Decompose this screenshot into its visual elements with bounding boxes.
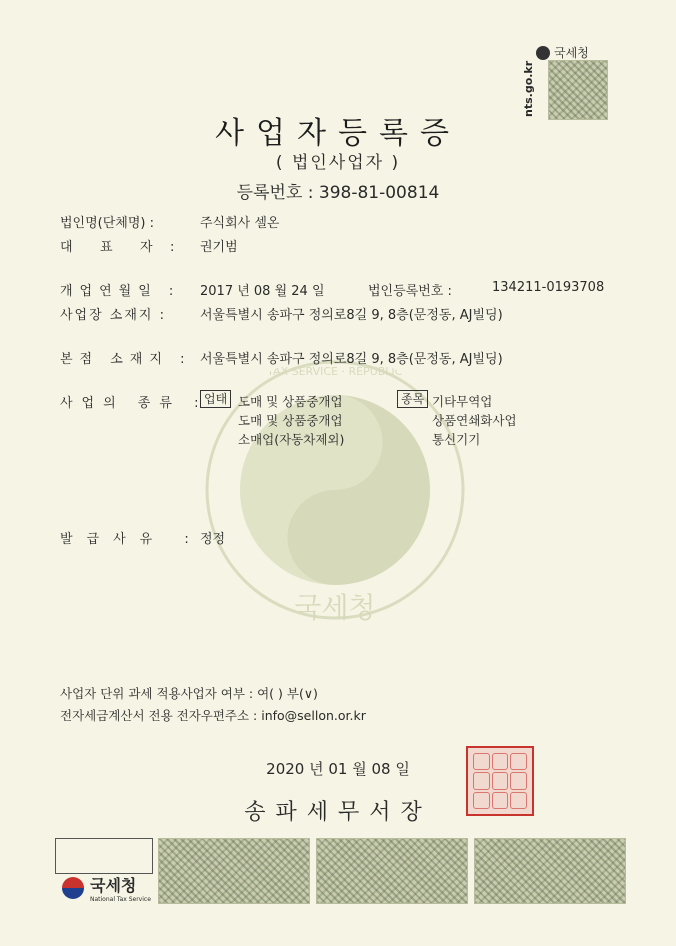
issue-date: 2020 년 01 월 08 일 [266,760,410,778]
security-pattern-3 [474,838,626,904]
business-loc-label: 사업장 소재지 : [60,308,166,323]
watermark-ring-text: NATIONAL TAX SERVICE · REPUBLIC OF KOREA [208,365,462,378]
item-3: 통신기기 [432,432,481,447]
security-pattern-1 [158,838,310,904]
issue-reason-value: 정정 [200,532,226,547]
unit-tax-line: 사업자 단위 과세 적용사업자 여부 : 여( ) 부(∨) [60,686,318,701]
email-line: 전자세금계산서 전용 전자우편주소 : info@sellon.or.kr [60,708,366,723]
tax-office: 송파세무서장 [244,800,432,825]
official-seal [466,746,534,816]
registration-number: 등록번호 : 398-81-00814 [236,183,440,203]
item-2: 상품연쇄화사업 [432,413,517,428]
hq-loc-value: 서울특별시 송파구 정의로8길 9, 8층(문정동, AJ빌딩) [200,352,503,367]
nts-site: nts.go.kr [522,60,535,117]
nts-top-logo-text: 국세청 [554,46,589,60]
category-2: 도매 및 상품중개업 [238,413,343,428]
mascot-icon [536,46,550,60]
watermark-text: 국세청 [294,591,376,624]
blank-box [55,838,153,874]
nts-bottom-logo [62,873,151,903]
category-tag: 업태 [200,390,231,408]
issue-reason-label: 발급사유 : [60,532,203,547]
open-date-label: 개업연월일 : [60,284,181,299]
nts-top-logo [536,44,589,61]
category-1: 도매 및 상품중개업 [238,394,343,409]
business-loc-value: 서울특별시 송파구 정의로8길 9, 8층(문정동, AJ빌딩) [200,308,503,323]
page-title: 사업자등록증 [215,116,461,151]
nts-bottom-en: National Tax Service [90,896,151,903]
open-date-value: 2017 년 08 월 24 일 [200,284,325,299]
page-subtitle: ( 법인사업자 ) [275,153,401,173]
rep-value: 권기범 [200,240,238,255]
corp-name-value: 주식회사 셀온 [200,216,280,231]
business-type-label: 사업의 종류 : [60,396,208,411]
rep-label: 대 표 자 : [60,240,175,255]
item-tag: 종목 [397,390,428,408]
item-1: 기타무역업 [432,394,493,409]
corp-reg-label: 법인등록번호 : [368,284,452,299]
hq-loc-label: 본점 소재지 : [60,352,192,367]
security-pattern-2 [316,838,468,904]
nts-bottom-name: 국세청 [90,876,137,895]
taegeuk-icon [62,877,84,899]
category-3: 소매업(자동차제외) [238,432,345,447]
corp-reg-value: 134211-0193708 [492,280,605,295]
corp-name-label: 법인명(단체명) : [60,216,155,231]
